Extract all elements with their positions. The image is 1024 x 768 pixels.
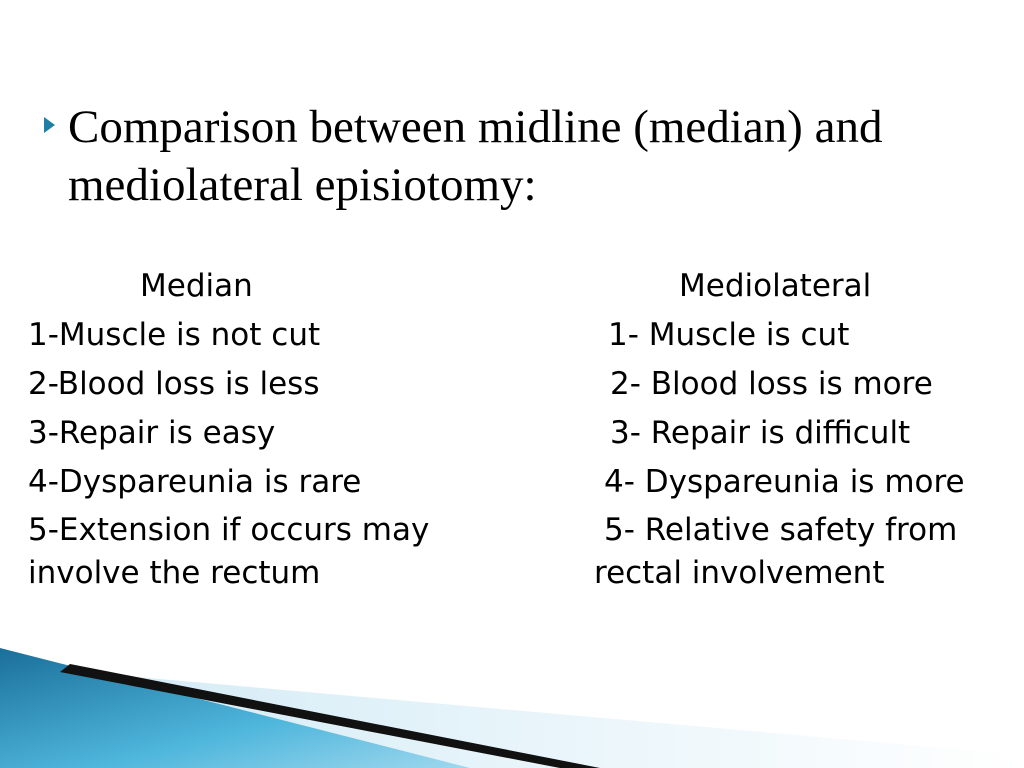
median-row-3: 3-Repair is easy bbox=[28, 415, 276, 451]
mediolateral-row-5: 5- Relative safety from bbox=[604, 512, 958, 548]
median-row-4: 4-Dyspareunia is rare bbox=[28, 464, 362, 500]
median-row-2: 2-Blood loss is less bbox=[28, 366, 320, 402]
slide-title bbox=[68, 98, 998, 214]
mediolateral-row-4: 4- Dyspareunia is more bbox=[604, 464, 965, 500]
column-header-mediolateral: Mediolateral bbox=[679, 268, 872, 304]
mediolateral-row-1: 1- Muscle is cut bbox=[608, 317, 850, 353]
mediolateral-row-3: 3- Repair is difficult bbox=[610, 415, 911, 451]
median-row-5: 5-Extension if occurs may bbox=[28, 512, 430, 548]
title-line-2: mediolateral episiotomy: bbox=[68, 159, 537, 211]
median-row-5-cont: involve the rectum bbox=[28, 555, 321, 591]
median-row-1: 1-Muscle is not cut bbox=[28, 317, 321, 353]
mediolateral-row-2: 2- Blood loss is more bbox=[610, 366, 933, 402]
mediolateral-row-5-cont: rectal involvement bbox=[594, 555, 885, 591]
column-header-median: Median bbox=[140, 268, 253, 304]
title-line-1: Comparison between midline (median) and bbox=[68, 101, 883, 153]
bullet-arrow-icon bbox=[44, 117, 55, 133]
